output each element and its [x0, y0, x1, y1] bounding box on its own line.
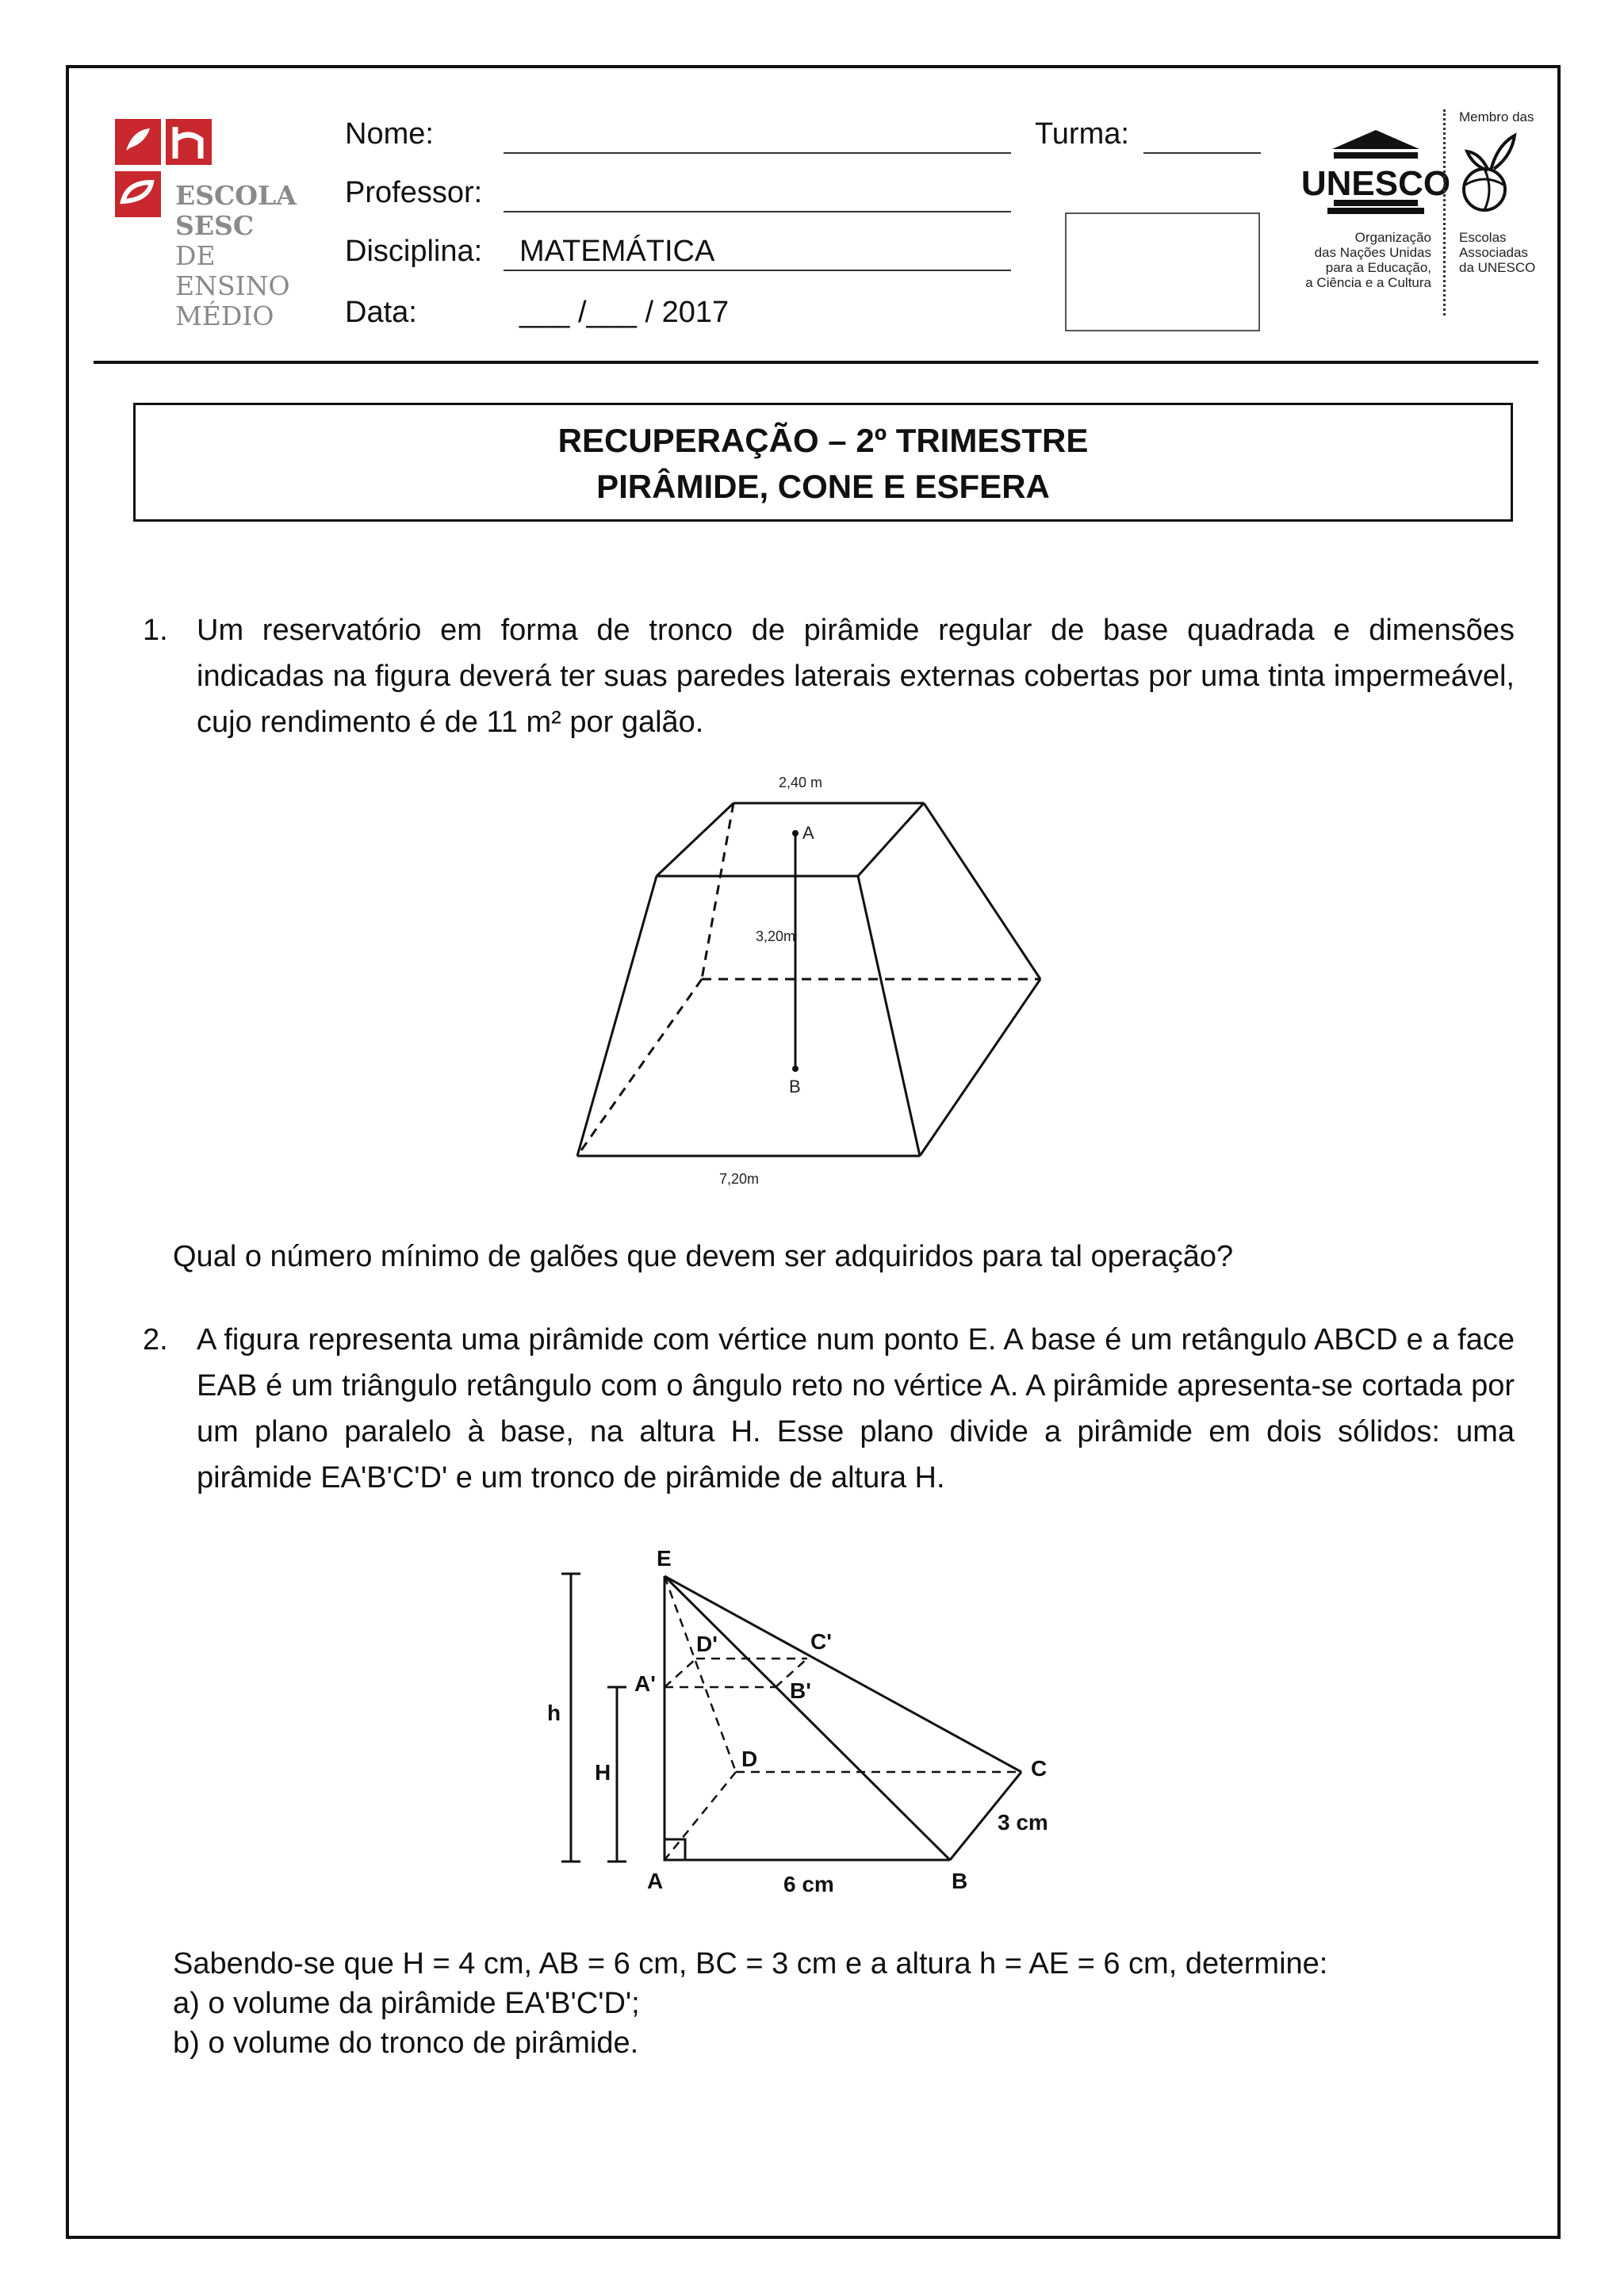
disciplina-value: MATEMÁTICA [519, 235, 715, 268]
turma-label: Turma: [1035, 117, 1129, 151]
frustum-figure [555, 765, 1055, 1201]
pyramid-figure [523, 1538, 1078, 1911]
school-name-line3: DE ENSINO [175, 240, 290, 301]
unesco-org-line2: das Nações Unidas [1314, 245, 1431, 260]
data-value[interactable]: ___ /___ / 2017 [519, 296, 730, 329]
school-name-line4: MÉDIO [175, 300, 274, 331]
frustum-bottom-label: 7,20m [719, 1171, 760, 1187]
question-2-item-b: b) o volume do tronco de pirâmide. [173, 2026, 639, 2060]
unesco-temple-icon [1300, 127, 1451, 216]
point-a-dot [792, 830, 799, 836]
grade-box[interactable] [1065, 212, 1260, 331]
title-box [133, 403, 1513, 522]
unesco-word: UNESCO [1300, 164, 1451, 203]
frustum-point-a: A [802, 823, 814, 843]
label-a: A [647, 1869, 664, 1893]
point-b-dot [792, 1066, 799, 1072]
unesco-schools-icon [1459, 129, 1522, 216]
nome-field[interactable] [504, 152, 1011, 154]
title-line1: RECUPERAÇÃO – 2º TRIMESTRE [557, 422, 1089, 459]
question-2-item-a: a) o volume da pirâmide EA'B'C'D'; [173, 1987, 640, 2020]
label-c-prime: C' [810, 1629, 832, 1654]
question-2 [143, 1317, 1515, 1501]
professor-field[interactable] [504, 211, 1011, 212]
professor-label: Professor: [345, 176, 483, 209]
question-1 [143, 607, 1515, 745]
frustum-top-label: 2,40 m [779, 775, 823, 790]
school-name-line1: ESCOLA [175, 180, 297, 211]
unesco-logo [1289, 109, 1550, 323]
question-1-number: 1. [143, 614, 168, 647]
question-1-text: Um reservatório em forma de tronco de pirâmide regular de base quadrada e dimensões indicadas na figura deverá ter suas paredes laterais externas cobertas por uma tinta impermeável, cujo rendimento é de 11 m² por galão. [197, 614, 1515, 739]
label-bc: 3 cm [998, 1810, 1048, 1835]
unesco-schools-line1: Escolas [1459, 230, 1507, 245]
unesco-org-line3: para a Educação, [1325, 260, 1431, 275]
unesco-schools-line3: da UNESCO [1459, 260, 1536, 275]
frustum-point-b: B [789, 1077, 801, 1096]
label-d: D [741, 1747, 758, 1771]
question-2-number: 2. [143, 1323, 168, 1357]
unesco-org-line1: Organização [1354, 230, 1431, 245]
school-logo [115, 119, 321, 331]
label-c: C [1031, 1756, 1048, 1781]
unesco-member: Membro das [1459, 109, 1534, 124]
disciplina-label: Disciplina: [345, 235, 483, 268]
unesco-org-line4: a Ciência e a Cultura [1305, 275, 1431, 290]
school-name-line2: SESC [175, 210, 255, 241]
question-1-prompt: Qual o número mínimo de galões que devem ser adquiridos para tal operação? [173, 1240, 1234, 1273]
nome-label: Nome: [345, 117, 434, 151]
question-2-text: A figura representa uma pirâmide com vértice num ponto E. A base é um retângulo ABCD e a face EAB é um triângulo retângulo com o ângulo reto no vértice A. A pirâmide apresenta-se cortada por um plano paralelo à base, na altura H. Esse plano divide a pirâmide em dois sólidos: uma pirâmide EA'B'C'D' e um tronco de pirâmide de altura H. [197, 1323, 1515, 1494]
data-label: Data: [345, 296, 417, 329]
label-a-prime: A' [634, 1671, 656, 1696]
label-h-big: H [595, 1760, 611, 1785]
title-line2: PIRÂMIDE, CONE E ESFERA [596, 468, 1050, 505]
unesco-schools-line2: Associadas [1459, 245, 1528, 260]
label-ab: 6 cm [783, 1872, 834, 1896]
unesco-divider [1443, 109, 1446, 316]
label-e: E [657, 1546, 672, 1571]
disciplina-field [504, 270, 1011, 271]
turma-field[interactable] [1143, 152, 1261, 154]
label-d-prime: D' [696, 1632, 718, 1656]
label-h-small: h [547, 1701, 561, 1725]
question-2-given: Sabendo-se que H = 4 cm, AB = 6 cm, BC = 3 cm e a altura h = AE = 6 cm, determine: [173, 1947, 1328, 1980]
frustum-height-label: 3,20m [756, 928, 796, 944]
label-b: B [952, 1869, 968, 1893]
header-separator [94, 361, 1538, 364]
label-b-prime: B' [790, 1678, 811, 1703]
